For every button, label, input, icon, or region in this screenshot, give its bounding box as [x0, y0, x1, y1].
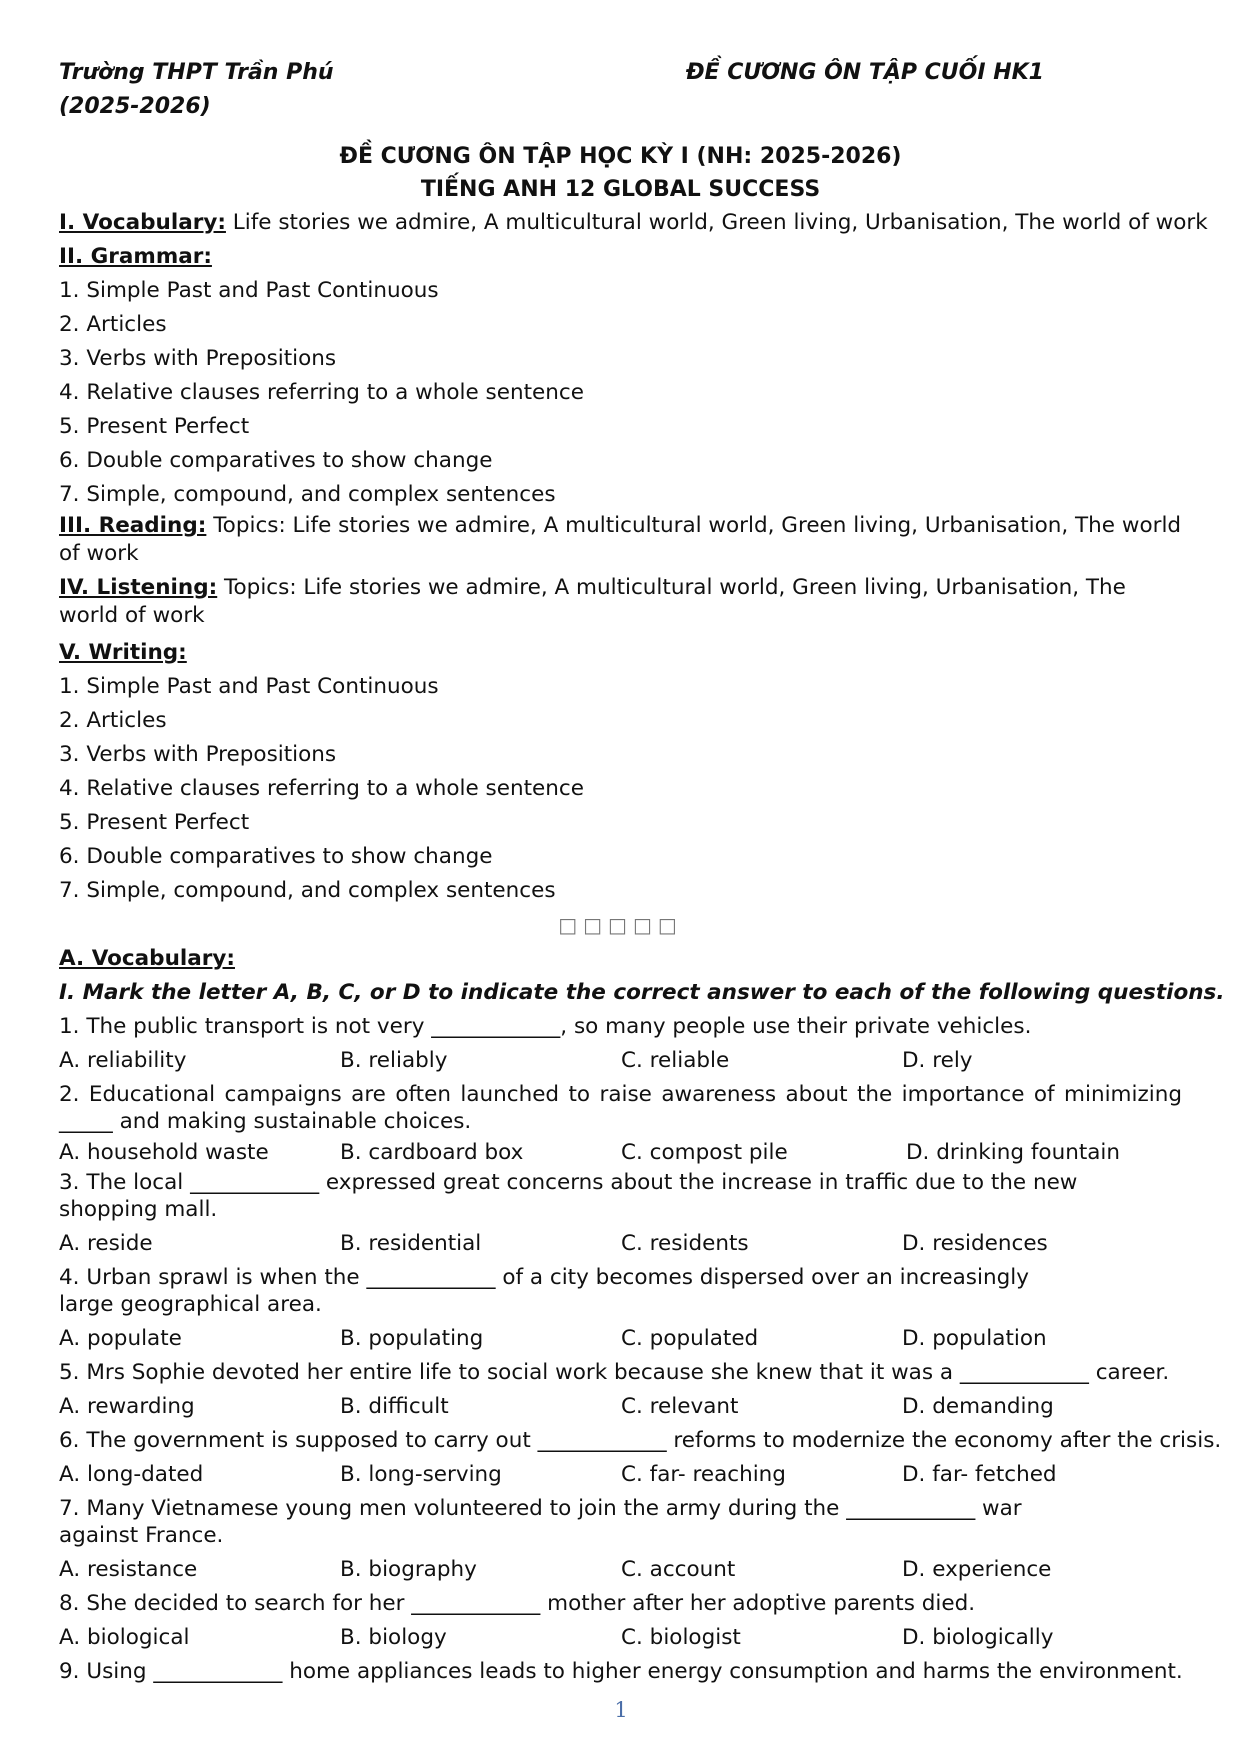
option-b: B. reliably: [340, 1048, 448, 1073]
option-b: B. long-serving: [340, 1462, 502, 1487]
option-c: C. biologist: [621, 1625, 741, 1650]
list-item: 3. Verbs with Prepositions: [59, 346, 337, 371]
option-a: A. rewarding: [59, 1394, 195, 1419]
answer-options: [59, 1139, 1182, 1166]
option-c: C. reliable: [621, 1048, 730, 1073]
option-b: B. biography: [340, 1557, 477, 1582]
option-d: D. demanding: [902, 1394, 1054, 1419]
main-title: ĐỀ CƯƠNG ÔN TẬP HỌC KỲ I (NH: 2025-2026): [339, 144, 902, 169]
option-c: C. relevant: [621, 1394, 739, 1419]
list-item: 3. Verbs with Prepositions: [59, 742, 337, 767]
ornament-divider: □□□□□: [558, 913, 683, 937]
school-year: (2025-2026): [59, 94, 211, 119]
list-item: 5. Present Perfect: [59, 414, 250, 439]
question-text: 4. Urban sprawl is when the ____________ of a city becomes dispersed over an increasingly large geographical area.: [59, 1265, 1029, 1317]
question-text: 5. Mrs Sophie devoted her entire life to social work because she knew that it was a ____________ career.: [59, 1360, 1170, 1385]
section-text: Life stories we admire, A multicultural world, Green living, Urbanisation, The world of work: [225, 210, 1208, 235]
section-a-instruction: I. Mark the letter A, B, C, or D to indicate the correct answer to each of the following questions.: [59, 980, 1225, 1005]
option-d: D. drinking fountain: [906, 1140, 1121, 1165]
section-label: A. Vocabulary:: [59, 946, 235, 971]
document-header: [59, 56, 1182, 124]
question-text: 3. The local ____________ expressed great concerns about the increase in traffic due to the new shopping mall.: [59, 1170, 1078, 1222]
list-item: 1. Simple Past and Past Continuous: [59, 278, 439, 303]
section-label: V. Writing:: [59, 640, 187, 665]
answer-options: [59, 1390, 1182, 1424]
list-item: 7. Simple, compound, and complex sentences: [59, 878, 556, 903]
list-item: 6. Double comparatives to show change: [59, 844, 493, 869]
outline-vocabulary: [59, 206, 1208, 240]
section-label: IV. Listening:: [59, 575, 218, 600]
question-text: 7. Many Vietnamese young men volunteered to join the army during the ____________ war against France.: [59, 1496, 1022, 1548]
grammar-list: [59, 274, 1182, 512]
question-text: 9. Using ____________ home appliances leads to higher energy consumption and harms the environment.: [59, 1659, 1183, 1684]
question-text: 2. Educational campaigns are often launched to raise awareness about the importance of minimizing _____ and making sustainable choices.: [59, 1082, 1182, 1134]
list-item: 7. Simple, compound, and complex sentences: [59, 482, 556, 507]
section-label: II. Grammar:: [59, 244, 212, 269]
option-d: D. population: [902, 1326, 1047, 1351]
outline-writing-label: [59, 636, 1182, 670]
option-a: A. reliability: [59, 1048, 187, 1073]
option-c: C. populated: [621, 1326, 759, 1351]
option-c: C. compost pile: [621, 1140, 788, 1165]
section-text: Topics: Life stories we admire, A multicultural world, Green living, Urbanisation, The world of work: [59, 513, 1182, 566]
option-a: A. reside: [59, 1231, 153, 1256]
option-b: B. cardboard box: [340, 1140, 524, 1165]
school-name: Trường THPT Trần Phú: [59, 60, 334, 85]
page-number: 1: [614, 1698, 628, 1722]
option-d: D. rely: [902, 1048, 973, 1073]
sub-title: TIẾNG ANH 12 GLOBAL SUCCESS: [420, 177, 821, 202]
answer-options: [59, 1553, 1182, 1587]
list-item: 1. Simple Past and Past Continuous: [59, 674, 439, 699]
option-a: A. biological: [59, 1625, 190, 1650]
list-item: 4. Relative clauses referring to a whole sentence: [59, 380, 584, 405]
option-d: D. experience: [902, 1557, 1052, 1582]
option-a: A. household waste: [59, 1140, 269, 1165]
option-d: D. biologically: [902, 1625, 1054, 1650]
question-text: 6. The government is supposed to carry out ____________ reforms to modernize the economy after the crisis.: [59, 1428, 1222, 1453]
option-c: C. account: [621, 1557, 736, 1582]
option-b: B. biology: [340, 1625, 447, 1650]
school-info: [59, 56, 334, 124]
section-a-label: [59, 942, 1182, 976]
outline-listening: [59, 574, 1182, 630]
list-item: 5. Present Perfect: [59, 810, 250, 835]
option-d: D. far- fetched: [902, 1462, 1057, 1487]
section-label: III. Reading:: [59, 513, 207, 538]
option-a: A. populate: [59, 1326, 182, 1351]
option-b: B. residential: [340, 1231, 482, 1256]
option-b: B. populating: [340, 1326, 484, 1351]
option-a: A. resistance: [59, 1557, 198, 1582]
answer-options: [59, 1044, 1182, 1078]
option-a: A. long-dated: [59, 1462, 204, 1487]
option-c: C. residents: [621, 1231, 749, 1256]
option-c: C. far- reaching: [621, 1462, 786, 1487]
section-text: Topics: Life stories we admire, A multicultural world, Green living, Urbanisation, The world of work: [59, 575, 1126, 628]
outline-reading: [59, 512, 1182, 568]
answer-options: [59, 1227, 1182, 1261]
section-label: I. Vocabulary:: [59, 210, 226, 235]
list-item: 2. Articles: [59, 312, 167, 337]
answer-options: [59, 1621, 1182, 1655]
question-text: 8. She decided to search for her ____________ mother after her adoptive parents died.: [59, 1591, 976, 1616]
option-b: B. difficult: [340, 1394, 449, 1419]
outline-grammar-label: [59, 240, 1182, 274]
writing-list: [59, 670, 1182, 908]
answer-options: [59, 1322, 1182, 1356]
list-item: 2. Articles: [59, 708, 167, 733]
question-text: 1. The public transport is not very ____________, so many people use their private vehicles.: [59, 1014, 1032, 1039]
answer-options: [59, 1458, 1182, 1492]
header-doc-title: ĐỀ CƯƠNG ÔN TẬP CUỐI HK1: [685, 60, 1044, 85]
list-item: 4. Relative clauses referring to a whole sentence: [59, 776, 584, 801]
option-d: D. residences: [902, 1231, 1048, 1256]
list-item: 6. Double comparatives to show change: [59, 448, 493, 473]
